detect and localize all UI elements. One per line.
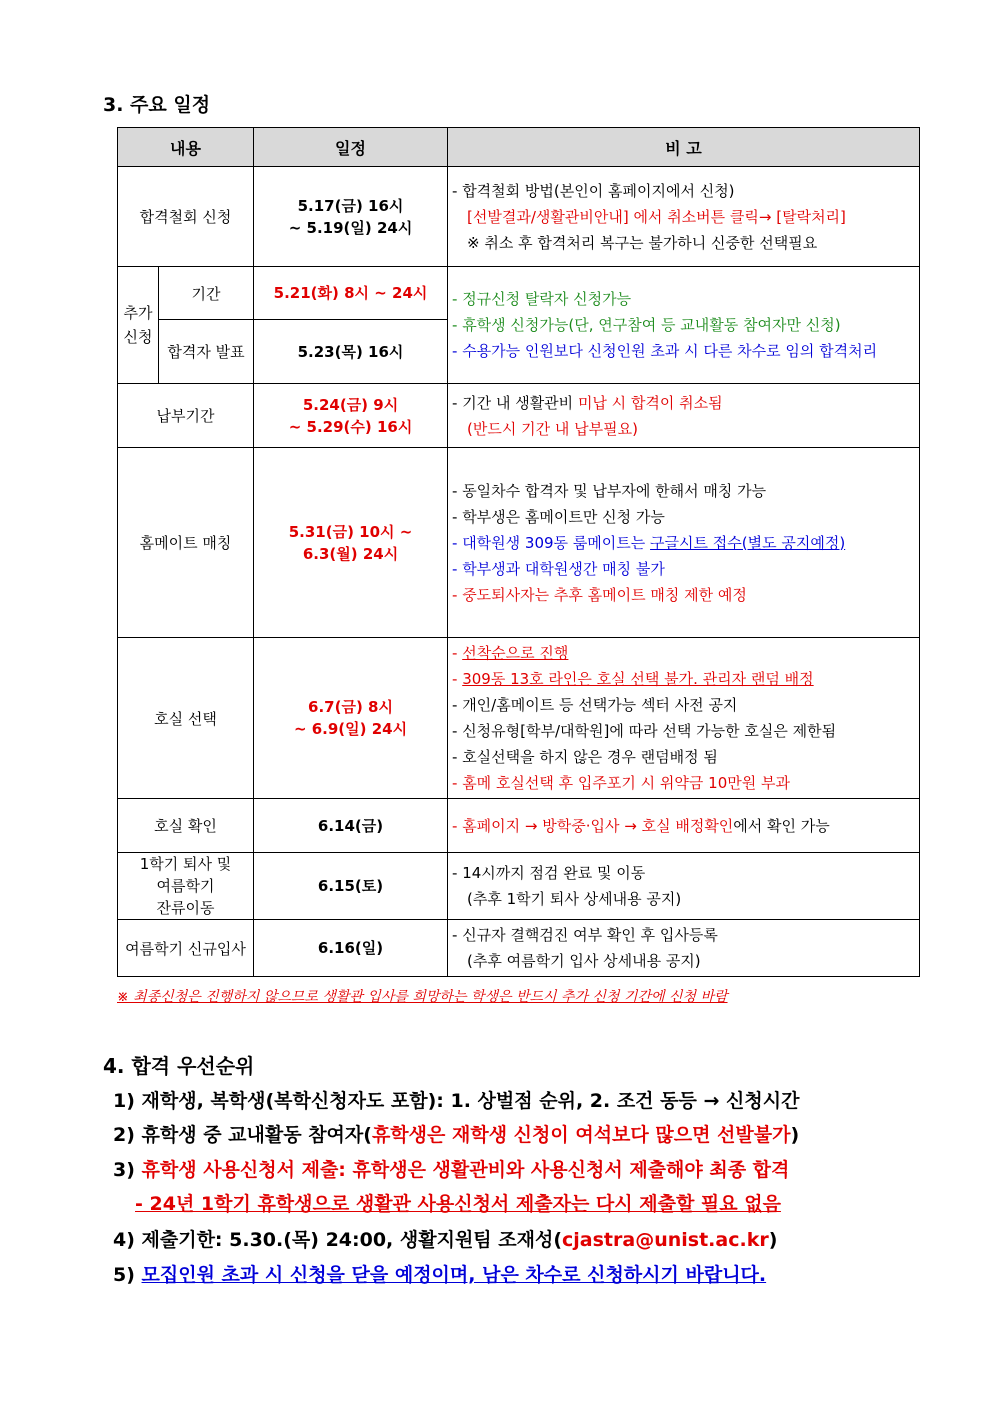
note-line: (반드시 기간 내 납부필요) bbox=[467, 419, 638, 438]
date-line: ~ 5.19(일) 24시 bbox=[288, 218, 413, 237]
note-text-red: - 홈페이지 → 방학중·입사 → 호실 배정확인 bbox=[452, 816, 734, 835]
row-date: 6.14(금) bbox=[254, 799, 448, 853]
note-line: - 신규자 결핵검진 여부 확인 후 입사등록 bbox=[452, 926, 718, 944]
note-line: (추후 1학기 퇴사 상세내용 공지) bbox=[467, 890, 682, 908]
label-line: 1학기 퇴사 및 bbox=[139, 855, 232, 873]
row-label: 호실 선택 bbox=[118, 638, 254, 799]
row-label bbox=[118, 853, 254, 920]
row-date bbox=[254, 384, 448, 448]
row-label: 납부기간 bbox=[118, 384, 254, 448]
priority-item-2 bbox=[113, 1120, 799, 1147]
note-text: - 대학원생 309동 룸메이트는 bbox=[452, 533, 651, 552]
row-notes bbox=[448, 267, 920, 384]
row-notes bbox=[448, 853, 920, 920]
header-content: 내용 bbox=[118, 128, 254, 167]
row-notes bbox=[448, 638, 920, 799]
table-row bbox=[118, 853, 920, 920]
note-line: - 합격철회 방법(본인이 홈페이지에서 신청) bbox=[452, 181, 735, 200]
note-line bbox=[452, 390, 915, 416]
note-text-underlined: 309동 13호 라인은 호실 선택 불가. 관리자 랜덤 배정 bbox=[462, 670, 814, 688]
section4-title: 4. 합격 우선순위 bbox=[103, 1054, 255, 1078]
table-row bbox=[118, 448, 920, 638]
header-schedule: 일정 bbox=[254, 128, 448, 167]
priority-item-3-sub: - 24년 1학기 휴학생으로 생활관 사용신청서 제출자는 다시 제출할 필요 없음 bbox=[135, 1193, 781, 1215]
label-line: 잔류이동 bbox=[156, 899, 215, 917]
note-line: - 수용가능 인원보다 신청인원 초과 시 다른 차수로 임의 합격처리 bbox=[452, 342, 878, 360]
priority-text: ) bbox=[768, 1229, 778, 1251]
date-line: 6.7(금) 8시 bbox=[308, 698, 393, 716]
priority-item-5 bbox=[113, 1260, 766, 1287]
note-line: - 정규신청 탈락자 신청가능 bbox=[452, 290, 632, 308]
section3-title: 3. 주요 일정 bbox=[103, 94, 211, 116]
note-line: - 학부생과 대학원생간 매칭 불가 bbox=[452, 559, 665, 578]
note-line: - 신청유형[학부/대학원]에 따라 선택 가능한 호실은 제한됨 bbox=[452, 722, 837, 740]
priority-item-1: 1) 재학생, 복학생(복학신청자도 포함): 1. 상벌점 순위, 2. 조건 동등 → 신청시간 bbox=[113, 1090, 800, 1112]
priority-item-4 bbox=[113, 1225, 777, 1252]
row-label: 호실 확인 bbox=[118, 799, 254, 853]
row-date: 6.16(일) bbox=[254, 920, 448, 977]
priority-text: ) bbox=[790, 1124, 800, 1146]
announce-date: 5.23(목) 16시 bbox=[254, 320, 448, 384]
note-text: - 기간 내 생활관비 bbox=[452, 393, 578, 412]
priority-number: 5) bbox=[113, 1264, 142, 1286]
note-dash: - bbox=[452, 670, 463, 688]
announce-label: 합격자 발표 bbox=[159, 320, 254, 384]
table-row bbox=[118, 267, 920, 320]
priority-text: 2) 휴학생 중 교내활동 참여자( bbox=[113, 1124, 372, 1146]
table-row bbox=[118, 799, 920, 853]
row-date: 6.15(토) bbox=[254, 853, 448, 920]
row-notes bbox=[448, 920, 920, 977]
date-line: 6.3(월) 24시 bbox=[302, 544, 399, 563]
note-line bbox=[452, 813, 915, 839]
note-line: (추후 여름학기 입사 상세내용 공지) bbox=[467, 952, 701, 970]
schedule-table bbox=[117, 127, 920, 977]
note-line: [선발결과/생활관비안내] 에서 취소버튼 클릭→ [탈락처리] bbox=[467, 207, 846, 226]
table-row bbox=[118, 920, 920, 977]
email-link[interactable]: cjastra@unist.ac.kr bbox=[562, 1229, 769, 1251]
note-text-underlined: 선착순으로 진행 bbox=[462, 644, 569, 662]
row-notes bbox=[448, 799, 920, 853]
priority-text-red: 휴학생 사용신청서 제출: 휴학생은 생활관비와 사용신청서 제출해야 최종 합격 bbox=[141, 1159, 790, 1181]
note-line: ※ 취소 후 합격처리 복구는 불가하니 신중한 선택필요 bbox=[467, 233, 818, 252]
row-notes bbox=[448, 448, 920, 638]
priority-text: 4) 제출기한: 5.30.(목) 24:00, 생활지원팀 조재성( bbox=[113, 1229, 563, 1251]
table-row bbox=[118, 638, 920, 799]
table-row bbox=[118, 167, 920, 267]
google-sheet-link[interactable]: 구글시트 접수(별도 공지예정) bbox=[650, 533, 846, 552]
date-line: 5.24(금) 9시 bbox=[302, 395, 399, 414]
table-header-row bbox=[118, 128, 920, 167]
note-text: 에서 확인 가능 bbox=[733, 816, 830, 835]
row-date bbox=[254, 167, 448, 267]
note-line: - 동일차수 합격자 및 납부자에 한해서 매칭 가능 bbox=[452, 481, 767, 500]
note-line: - 개인/홈메이트 등 선택가능 섹터 사전 공지 bbox=[452, 696, 738, 714]
priority-text-blue: 모집인원 초과 시 신청을 닫을 예정이며, 남은 차수로 신청하시기 바랍니다. bbox=[141, 1264, 767, 1286]
note-line: - 중도퇴사자는 추후 홈메이트 매칭 제한 예정 bbox=[452, 585, 747, 604]
row-label: 여름학기 신규입사 bbox=[118, 920, 254, 977]
table-row bbox=[118, 384, 920, 448]
note-line bbox=[452, 640, 915, 666]
row-label: 홈메이트 매칭 bbox=[118, 448, 254, 638]
note-line: - 홈메 호실선택 후 입주포기 시 위약금 10만원 부과 bbox=[452, 774, 790, 792]
date-line: 5.17(금) 16시 bbox=[297, 196, 404, 215]
label-line: 여름학기 bbox=[156, 877, 215, 895]
row-notes bbox=[448, 167, 920, 267]
date-line: ~ 5.29(수) 16시 bbox=[288, 417, 413, 436]
period-date: 5.21(화) 8시 ~ 24시 bbox=[254, 267, 448, 320]
note-line: - 학부생은 홈메이트만 신청 가능 bbox=[452, 507, 665, 526]
additional-group-label: 추가 신청 bbox=[118, 267, 159, 384]
row-notes bbox=[448, 384, 920, 448]
note-line: - 호실선택을 하지 않은 경우 랜덤배정 됨 bbox=[452, 748, 718, 766]
row-date bbox=[254, 638, 448, 799]
row-label: 합격철회 신청 bbox=[118, 167, 254, 267]
priority-number: 3) bbox=[113, 1159, 142, 1181]
priority-text-red: 휴학생은 재학생 신청이 여석보다 많으면 선발불가 bbox=[371, 1124, 791, 1146]
period-label: 기간 bbox=[159, 267, 254, 320]
date-line: ~ 6.9(일) 24시 bbox=[293, 720, 408, 738]
date-line: 5.31(금) 10시 ~ bbox=[288, 522, 413, 541]
row-date bbox=[254, 448, 448, 638]
note-line: - 14시까지 점검 완료 및 이동 bbox=[452, 864, 646, 882]
priority-item-3 bbox=[113, 1155, 789, 1182]
note-dash: - bbox=[452, 644, 463, 662]
note-line: - 휴학생 신청가능(단, 연구참여 등 교내활동 참여자만 신청) bbox=[452, 316, 841, 334]
note-text-red: 미납 시 합격이 취소됨 bbox=[577, 393, 723, 412]
note-line bbox=[452, 530, 915, 556]
footnote: ※ 최종신청은 진행하지 않으므로 생활관 입사를 희망하는 학생은 반드시 추가 신청 기간에 신청 바람 bbox=[117, 989, 728, 1005]
header-remarks: 비 고 bbox=[448, 128, 920, 167]
note-line bbox=[452, 666, 915, 692]
